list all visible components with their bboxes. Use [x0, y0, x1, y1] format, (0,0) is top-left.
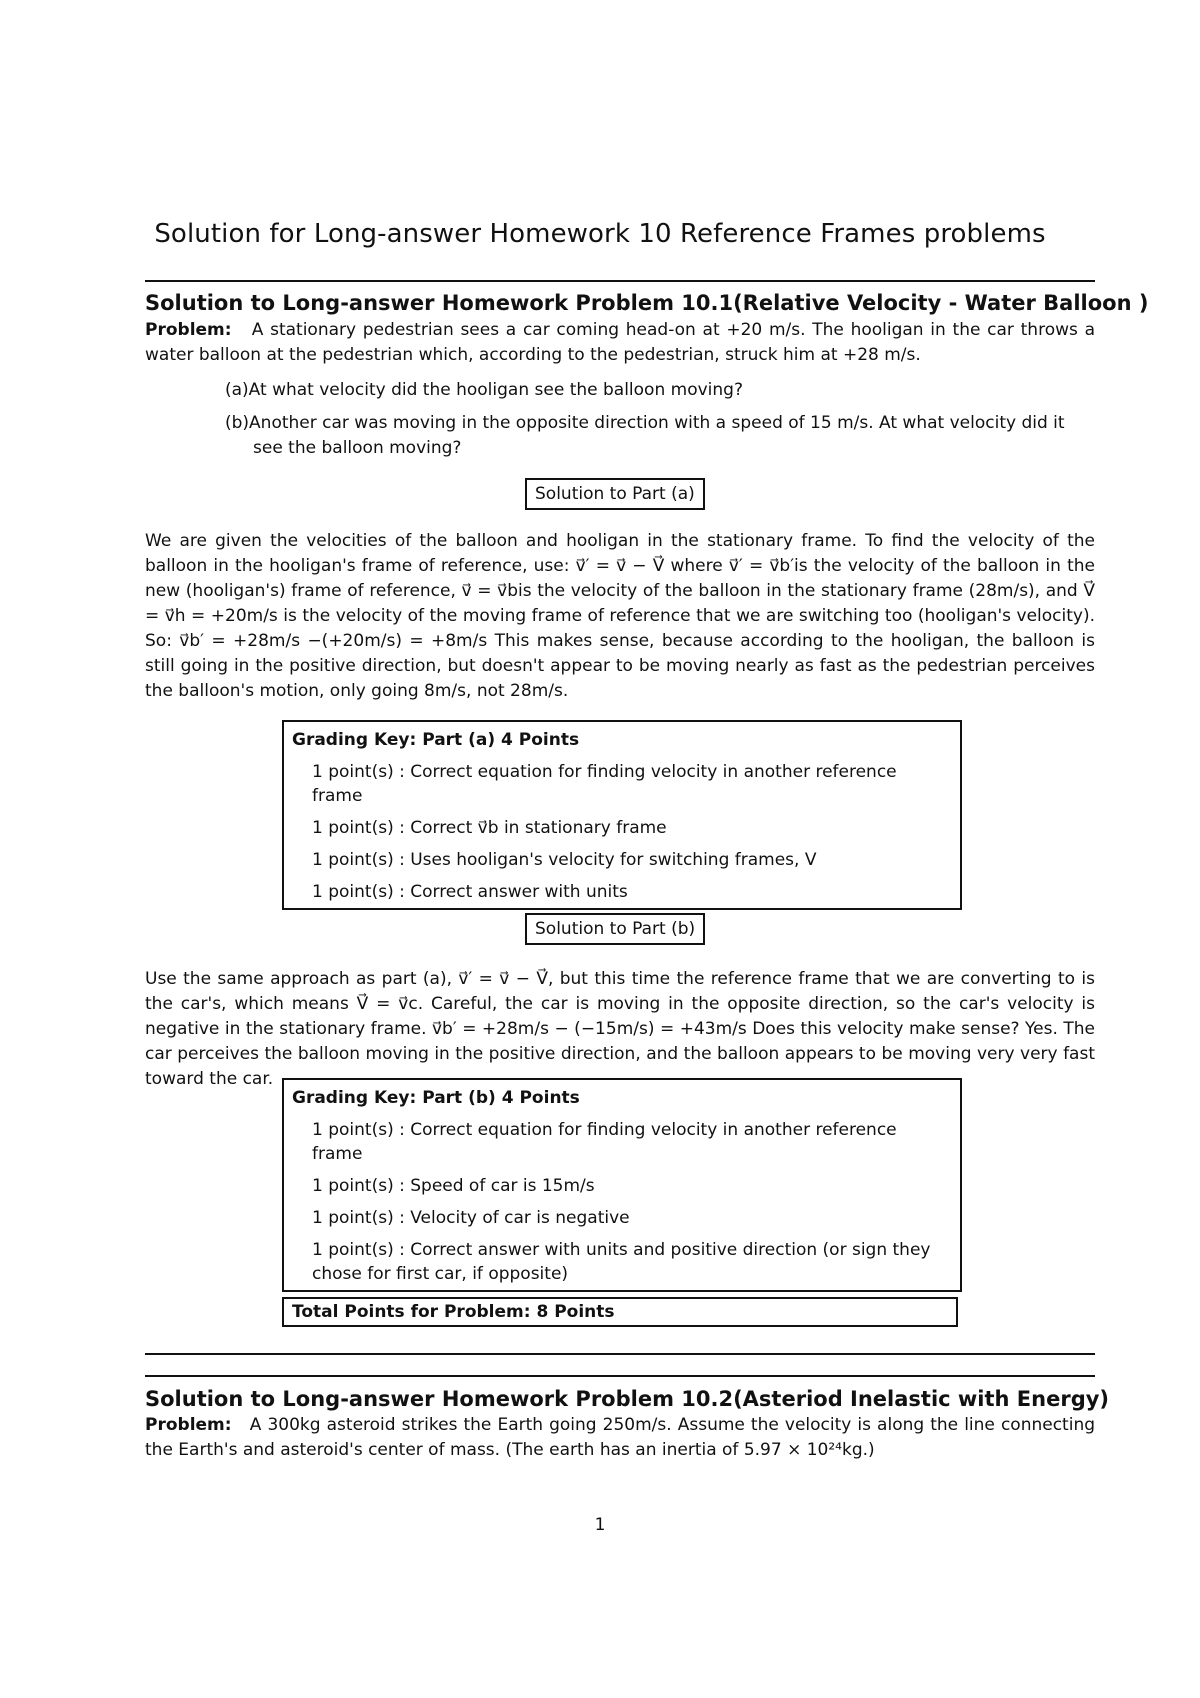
grading-key-b-title: Grading Key: Part (b) 4 Points	[292, 1088, 580, 1108]
total-points: Total Points for Problem: 8 Points	[282, 1297, 958, 1327]
solution-part-b-text: Use the same approach as part (a), v⃗′ = v⃗ − V⃗, but this time the reference frame that we are converting to is the car's, which means V⃗ = v⃗c. Careful, the car is moving in the opposite direction, so the car's velocity is negative in the stationary frame. v⃗b′ = +28m/s − (−15m/s) = +43m/s Does this velocity make sense? Yes. The car perceives the balloon moving in the positive direction, and the balloon appears to be moving very very fast toward the car.	[145, 969, 1095, 1089]
problem-2-text: A 300kg asteroid strikes the Earth going 250m/s. Assume the velocity is along the line connecting the Earth's and asteroid's center of mass. (The earth has an inertia of 5.97 × 10²⁴kg.)	[145, 1415, 1096, 1460]
part-b-question-line2: see the balloon moving?	[253, 438, 462, 458]
problem-1-text: A stationary pedestrian sees a car coming head-on at +20 m/s. The hooligan in the car throws a water balloon at the pedestrian which, according to the pedestrian, struck him at +28 m/s.	[145, 320, 1095, 365]
grading-key-b-row: 1 point(s) : Velocity of car is negative	[312, 1208, 630, 1228]
grading-key-a-row: 1 point(s) : Uses hooligan's velocity for switching frames, V	[312, 850, 817, 870]
problem-2-statement	[145, 1413, 1095, 1463]
part-a-question: (a)At what velocity did the hooligan see the balloon moving?	[225, 380, 743, 400]
solution-part-b-label-box	[525, 913, 705, 945]
solution-part-a-label-box	[525, 478, 705, 510]
grading-key-a-row: 1 point(s) : Correct equation for finding velocity in another reference frame	[312, 762, 897, 806]
part-b-question-line1: (b)Another car was moving in the opposite direction with a speed of 15 m/s. At what velocity did it	[225, 413, 1065, 433]
problem-1-statement	[145, 318, 1095, 368]
problem-1-heading: Solution to Long-answer Homework Problem 10.1(Relative Velocity - Water Balloon )	[145, 291, 1149, 315]
grading-key-b-row: 1 point(s) : Correct equation for finding velocity in another reference frame	[312, 1120, 897, 1164]
problem-2-label: Problem:	[145, 1415, 232, 1435]
solution-part-a-text: We are given the velocities of the balloon and hooligan in the stationary frame. To find the velocity of the balloon in the hooligan's frame of reference, use: v⃗′ = v⃗ − V⃗ where v⃗′ = v⃗b′is the velocity of the balloon in the new (hooligan's) frame of reference, v⃗ = v⃗bis the velocity of the balloon in the stationary frame (28m/s), and V⃗ = v⃗h = +20m/s is the velocity of the moving frame of reference that we are switching too (hooligan's velocity). So: v⃗b′ = +28m/s −(+20m/s) = +8m/s This makes sense, because according to the hooligan, the balloon is still going in the positive direction, but doesn't appear to be moving nearly as fast as the pedestrian perceives the balloon's motion, only going 8m/s, not 28m/s.	[145, 531, 1095, 701]
part-b-question	[225, 411, 1095, 461]
grading-key-part-a	[282, 720, 962, 910]
document-title: Solution for Long-answer Homework 10 Reference Frames problems	[154, 219, 1046, 249]
problem-2-heading: Solution to Long-answer Homework Problem 10.2(Asteriod Inelastic with Energy)	[145, 1387, 1110, 1411]
problem-1-label: Problem:	[145, 320, 232, 340]
divider-mid-1	[145, 1353, 1095, 1355]
grading-key-a-row: 1 point(s) : Correct answer with units	[312, 882, 628, 902]
page-number: 1	[594, 1515, 606, 1535]
solution-part-a-label: Solution to Part (a)	[535, 484, 695, 504]
divider-top	[145, 280, 1095, 282]
grading-key-a-row: 1 point(s) : Correct v⃗b in stationary frame	[312, 818, 667, 838]
solution-part-b-label: Solution to Part (b)	[535, 919, 696, 939]
grading-key-b-row: 1 point(s) : Correct answer with units and positive direction (or sign they chose for first car, if opposite)	[312, 1240, 931, 1284]
grading-key-a-title: Grading Key: Part (a) 4 Points	[292, 730, 580, 750]
grading-key-part-b	[282, 1078, 962, 1292]
grading-key-b-row: 1 point(s) : Speed of car is 15m/s	[312, 1176, 595, 1196]
divider-mid-2	[145, 1375, 1095, 1377]
